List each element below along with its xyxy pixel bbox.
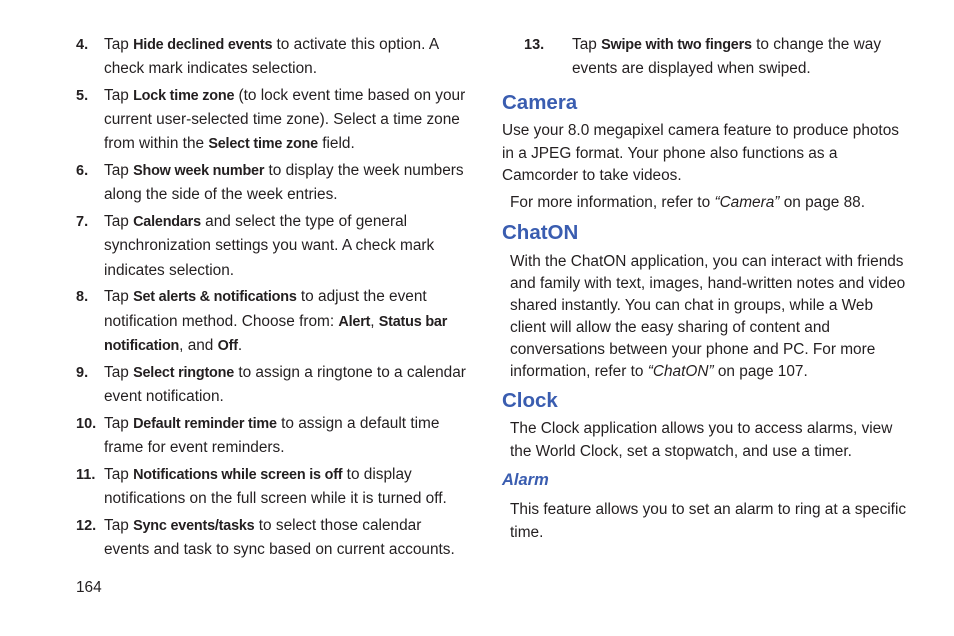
list-item xyxy=(76,463,466,511)
step-number: 6. xyxy=(76,163,89,180)
step-text: Tap Default reminder time to assign a default time frame for event reminders. xyxy=(104,414,440,456)
list-item xyxy=(76,33,466,81)
step-text: Tap Calendars and select the type of general synchronization settings you want. A check mark indicates selection. xyxy=(104,213,435,279)
step-text: Tap Hide declined events to activate this option. A check mark indicates selection. xyxy=(104,36,439,78)
settings-steps-list xyxy=(76,33,466,565)
step-text: Tap Notifications while screen is off to display notifications on the full screen while it is turned off. xyxy=(104,465,447,507)
list-item xyxy=(76,361,466,409)
step-text: Tap Select ringtone to assign a ringtone to a calendar event notification. xyxy=(104,363,466,405)
list-item xyxy=(76,412,466,460)
step-text: Tap Sync events/tasks to select those calendar events and task to sync based on current accounts. xyxy=(104,516,455,558)
step-number: 8. xyxy=(76,289,89,306)
step-number: 5. xyxy=(76,88,89,104)
list-item xyxy=(76,84,466,157)
list-item xyxy=(76,159,466,207)
list-item xyxy=(524,33,912,81)
camera-heading: Camera xyxy=(502,91,578,115)
chaton-heading: ChatON xyxy=(502,221,579,245)
step-number: 9. xyxy=(76,364,89,381)
step-number: 11. xyxy=(76,466,96,483)
step-text: Tap Show week number to display the week numbers along the side of the week entries. xyxy=(104,162,464,204)
page-number: 164 xyxy=(76,579,102,596)
step-text: Tap Lock time zone (to lock event time based on your current user-selected time zone). Select a time zone from within the Select time zone field. xyxy=(104,87,466,153)
camera-page-link[interactable]: “Camera” xyxy=(714,193,780,211)
alarm-heading: Alarm xyxy=(502,471,549,490)
chaton-body: With the ChatON application, you can interact with friends and family with text, images, hand-written notes and video shared instantly. You can chat in groups, while a Web client will allow the easy sharing of content and conversations between your phone and PC. For more information, refer to “ChatON” on page 107. xyxy=(510,253,906,381)
step-number: 7. xyxy=(76,214,89,231)
step-number: 10. xyxy=(76,415,97,432)
chaton-page-link[interactable]: “ChatON” xyxy=(647,363,714,381)
list-item xyxy=(76,210,466,283)
clock-body: The Clock application allows you to access alarms, view the World Clock, set a stopwatch, and use a timer. xyxy=(510,420,893,460)
step-number: 13. xyxy=(524,37,545,53)
step-text: Tap Swipe with two fingers to change the way events are displayed when swiped. xyxy=(572,36,882,78)
camera-body: Use your 8.0 megapixel camera feature to produce photos in a JPEG format. Your phone also functions as a Camcorder to take videos. xyxy=(502,122,899,185)
camera-reference: For more information, refer to “Camera” on page 88. xyxy=(510,193,866,211)
step-number: 4. xyxy=(76,37,89,53)
list-item xyxy=(76,514,466,562)
alarm-body: This feature allows you to set an alarm to ring at a specific time. xyxy=(510,501,907,542)
right-column xyxy=(502,33,912,544)
step-number: 12. xyxy=(76,517,97,534)
clock-heading: Clock xyxy=(502,389,558,413)
list-item xyxy=(76,285,466,358)
step-text: Tap Set alerts & notifications to adjust the event notification method. Choose from: Alert, Status bar notification, and Off. xyxy=(104,288,448,354)
